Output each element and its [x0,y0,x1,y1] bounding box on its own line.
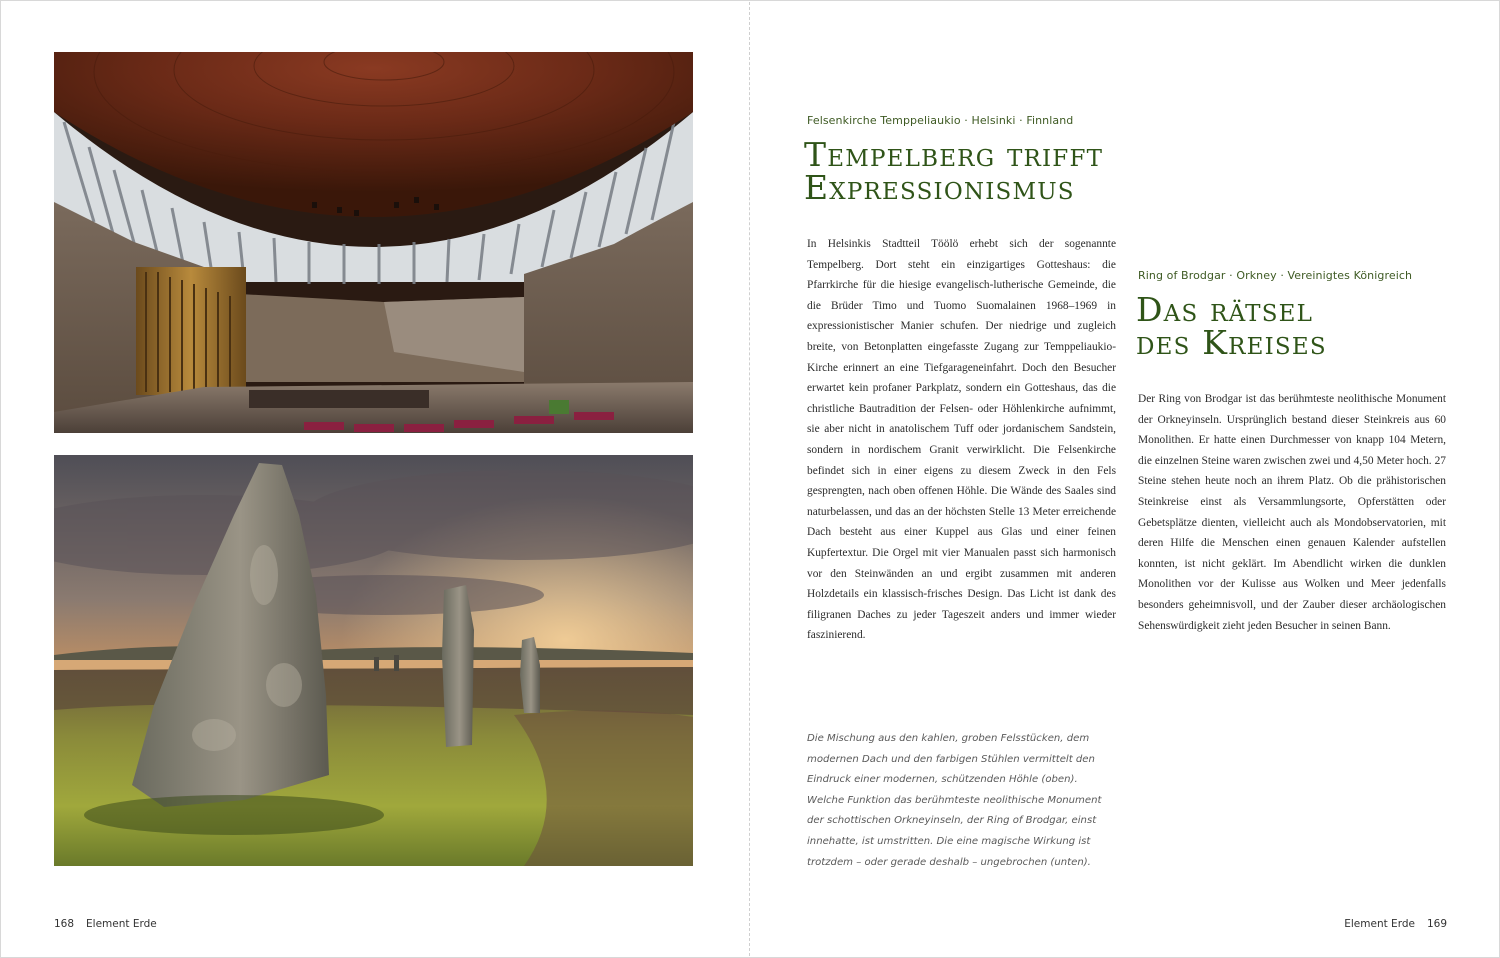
article1-body: In Helsinkis Stadtteil Töölö erhebt sich der sogenannte Tempelberg. Dort steht ein einzigartiges Gotteshaus: die Pfarrkirche für die hiesige evangelisch-lutherische Gemeinde, die die Brüder Timo und Tuomo Suomalainen 1968–1969 in expressionistischer Manier schufen. Der niedrige und zugleich breite, von Betonplatten eingefasste Zugang zur Temppeliaukio-Kirche erinnert an eine Tiefgarageneinfahrt. Doch den Besucher erwartet kein profaner Parkplatz, sondern ein Gotteshaus, das die christliche Bautradition der Felsen- oder Höhlenkirche aufnimmt, sie aber nicht in anatolischem Tuff oder jordanischem Sandstein, sondern in nordischem Granit verwirklicht. Die Felsenkirche befindet sich in einer eigens zu diesem Zweck in den Fels gesprengten, nach oben offenen Höhle. Die Wände des Saales sind naturbelassen, und das an der höchsten Stelle 13 Meter erreichende Dach besteht aus einer Kuppel aus Glas und einer feinen Kupfertextur. Die Orgel mit vier Manualen passt sich harmonisch vor den Steinwänden an und ergibt zusammen mit anderen Holzdetails ein klassisch-frisches Design. Das Licht ist dank des filigranen Daches zu jeder Tageszeit anders und immer wieder faszinierend. [807,238,1116,642]
photo-caption: Die Mischung aus den kahlen, groben Felsstücken, dem modernen Dach und den farbigen Stühlen vermittelt den Eindruck einer modernen, schützenden Höhle (oben). Welche Funktion das berühmteste neolithische Monument der schottischen Orkneyinseln, der Ring of Brodgar, einst innehatte, ist umstritten. Die eine magische Wirkung ist trotzdem – oder gerade deshalb – ungebrochen (unten). [807,733,1102,868]
article2-title-line1: Das rätsel [1136,290,1314,329]
left-folio [54,918,157,930]
left-page-number: 168 [54,918,75,930]
article2-title [1136,290,1327,362]
right-page-number: 169 [1426,918,1447,930]
article1-title-line1: Tempelberg trifft [804,135,1104,174]
left-section-name: Element Erde [86,918,157,930]
right-folio [1344,918,1447,930]
article2-body: Der Ring von Brodgar ist das berühmteste neolithische Monument der Orkneyinseln. Ursprünglich bestand dieser Steinkreis aus 60 Monolithen. Er hatte einen Durchmesser von knapp 104 Metern, die einzelnen Steine waren zwischen zwei und 4,50 Meter hoch. 27 Steine stehen heute noch an ihrem Platz. Ob die prähistorischen Steinkreise einst als Versammlungsorte, Opferstätten oder Gebetsplätze dienten, vielleicht auch als Mondobservatorien, mit deren Hilfe die Menschen einen genauen Kalender aufstellen konnten, ist nicht geklärt. Im Abendlicht wirken die dunklen Monolithen vor der Kulisse aus Wolken und Meer jedenfalls besonders geheimnisvoll, und der Zauber dieser archäologischen Sehenswürdigkeit zieht jeden Besucher in seinen Bann. [1138,393,1446,632]
page-gutter [749,2,750,956]
article1-title-line2: Expressionismus [804,168,1075,207]
right-section-name: Element Erde [1344,918,1415,930]
article2-location: Ring of Brodgar · Orkney · Vereinigtes Königreich [1138,269,1413,282]
article1-location: Felsenkirche Temppeliaukio · Helsinki · Finnland [807,114,1074,127]
rock-church-interior-photo [54,52,693,433]
standing-stones-sunset-photo [54,455,693,866]
article1-title [804,135,1104,207]
article2-title-line2: des Kreises [1136,323,1327,362]
